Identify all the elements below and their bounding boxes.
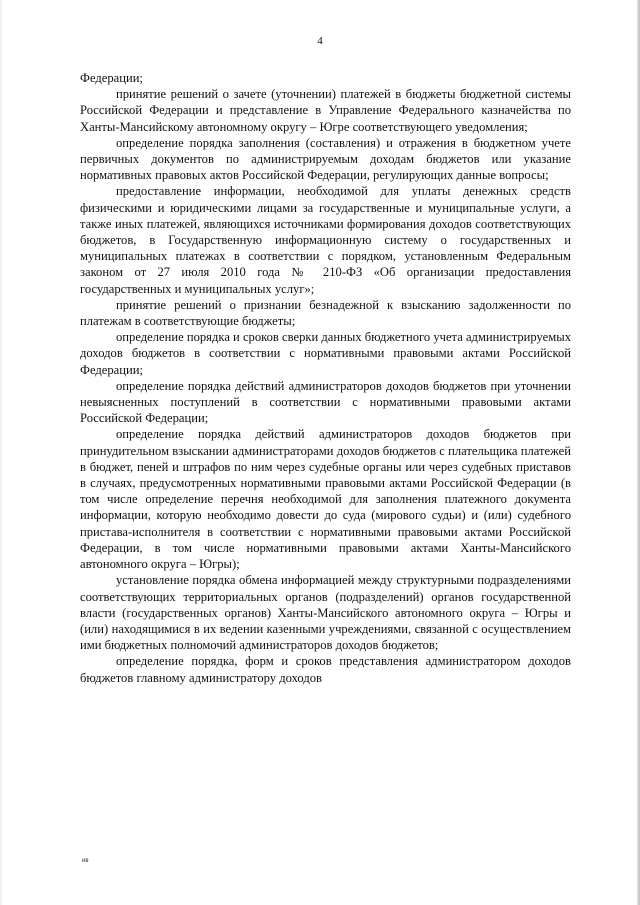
paragraph-federation-end: Федерации; [80, 71, 143, 85]
paragraph-information-provision: предоставление информации, необходимой для уплаты денежных средств физическими и юридическими лицами за государственные и муниципальные услуги, а также иных платежей, являющихся источниками формирования доходов соответствующих бюджетов, в Государственную информационную систему о государственных и муниципальных платежах в соответствии с порядком, установленным Федеральным законом от 27 июля 2010 года № 210-ФЗ «Об организации предоставления государственных и муниципальных услуг»; [80, 184, 571, 296]
document-body [80, 70, 571, 686]
paragraph-information-exchange: установление порядка обмена информацией между структурными подразделениями соответствующих территориальных органов (подразделений) органов государственной власти (государственных органов) Ханты-Мансийского автономного округа – Югры и (или) находящимися в их ведении казенными учреждениями, связанной с осуществлением ими бюджетных полномочий администраторов доходов бюджетов; [80, 573, 571, 653]
paragraph-bad-debt: принятие решений о признании безнадежной к взысканию задолженности по платежам в соответствующие бюджеты; [80, 297, 571, 329]
paragraph-payment-offset: принятие решений о зачете (уточнении) платежей в бюджеты бюджетной системы Российской Федерации и представление в Управление Федерального казначейства по Ханты-Мансийскому автономному округу – Югре соответствующего уведомления; [80, 87, 571, 134]
footer-mark: ив [82, 858, 89, 864]
paragraph-unclarified-receipts: определение порядка действий администраторов доходов бюджетов при уточнении невыясненных поступлений в соответствии с нормативными правовыми актами Российской Федерации; [80, 378, 571, 426]
scan-left-edge [0, 0, 2, 905]
paragraph-forced-collection: определение порядка действий администраторов доходов бюджетов при принудительном взыскании администраторами доходов бюджетов с плательщика платежей в бюджет, пеней и штрафов по ним через судебные органы или через судебных приставов в случаях, предусмотренных нормативными правовыми актами Российской Федерации (в том числе определение перечня необходимой для заполнения платежного документа информации, которую необходимо довести до суда (мирового судьи) и (или) судебного пристава-исполнителя в соответствии с нормативными правовыми актами Российской Федерации, в том числе нормативными правовыми актами Ханты-Мансийского автономного округа – Югры); [80, 427, 571, 572]
paragraph-reconciliation: определение порядка и сроков сверки данных бюджетного учета администрируемых доходов бюджетов в соответствии с нормативными правовыми актами Российской Федерации; [80, 330, 571, 377]
paragraph-reporting-forms: определение порядка, форм и сроков представления администратором доходов бюджетов главному администратору доходов [80, 654, 571, 685]
page-number: 4 [317, 35, 323, 47]
paragraph-accounting-documents: определение порядка заполнения (составления) и отражения в бюджетном учете первичных документов по администрируемым доходам бюджетов или указание нормативных правовых актов Российской Федерации, регулирующих данные вопросы; [80, 135, 571, 183]
